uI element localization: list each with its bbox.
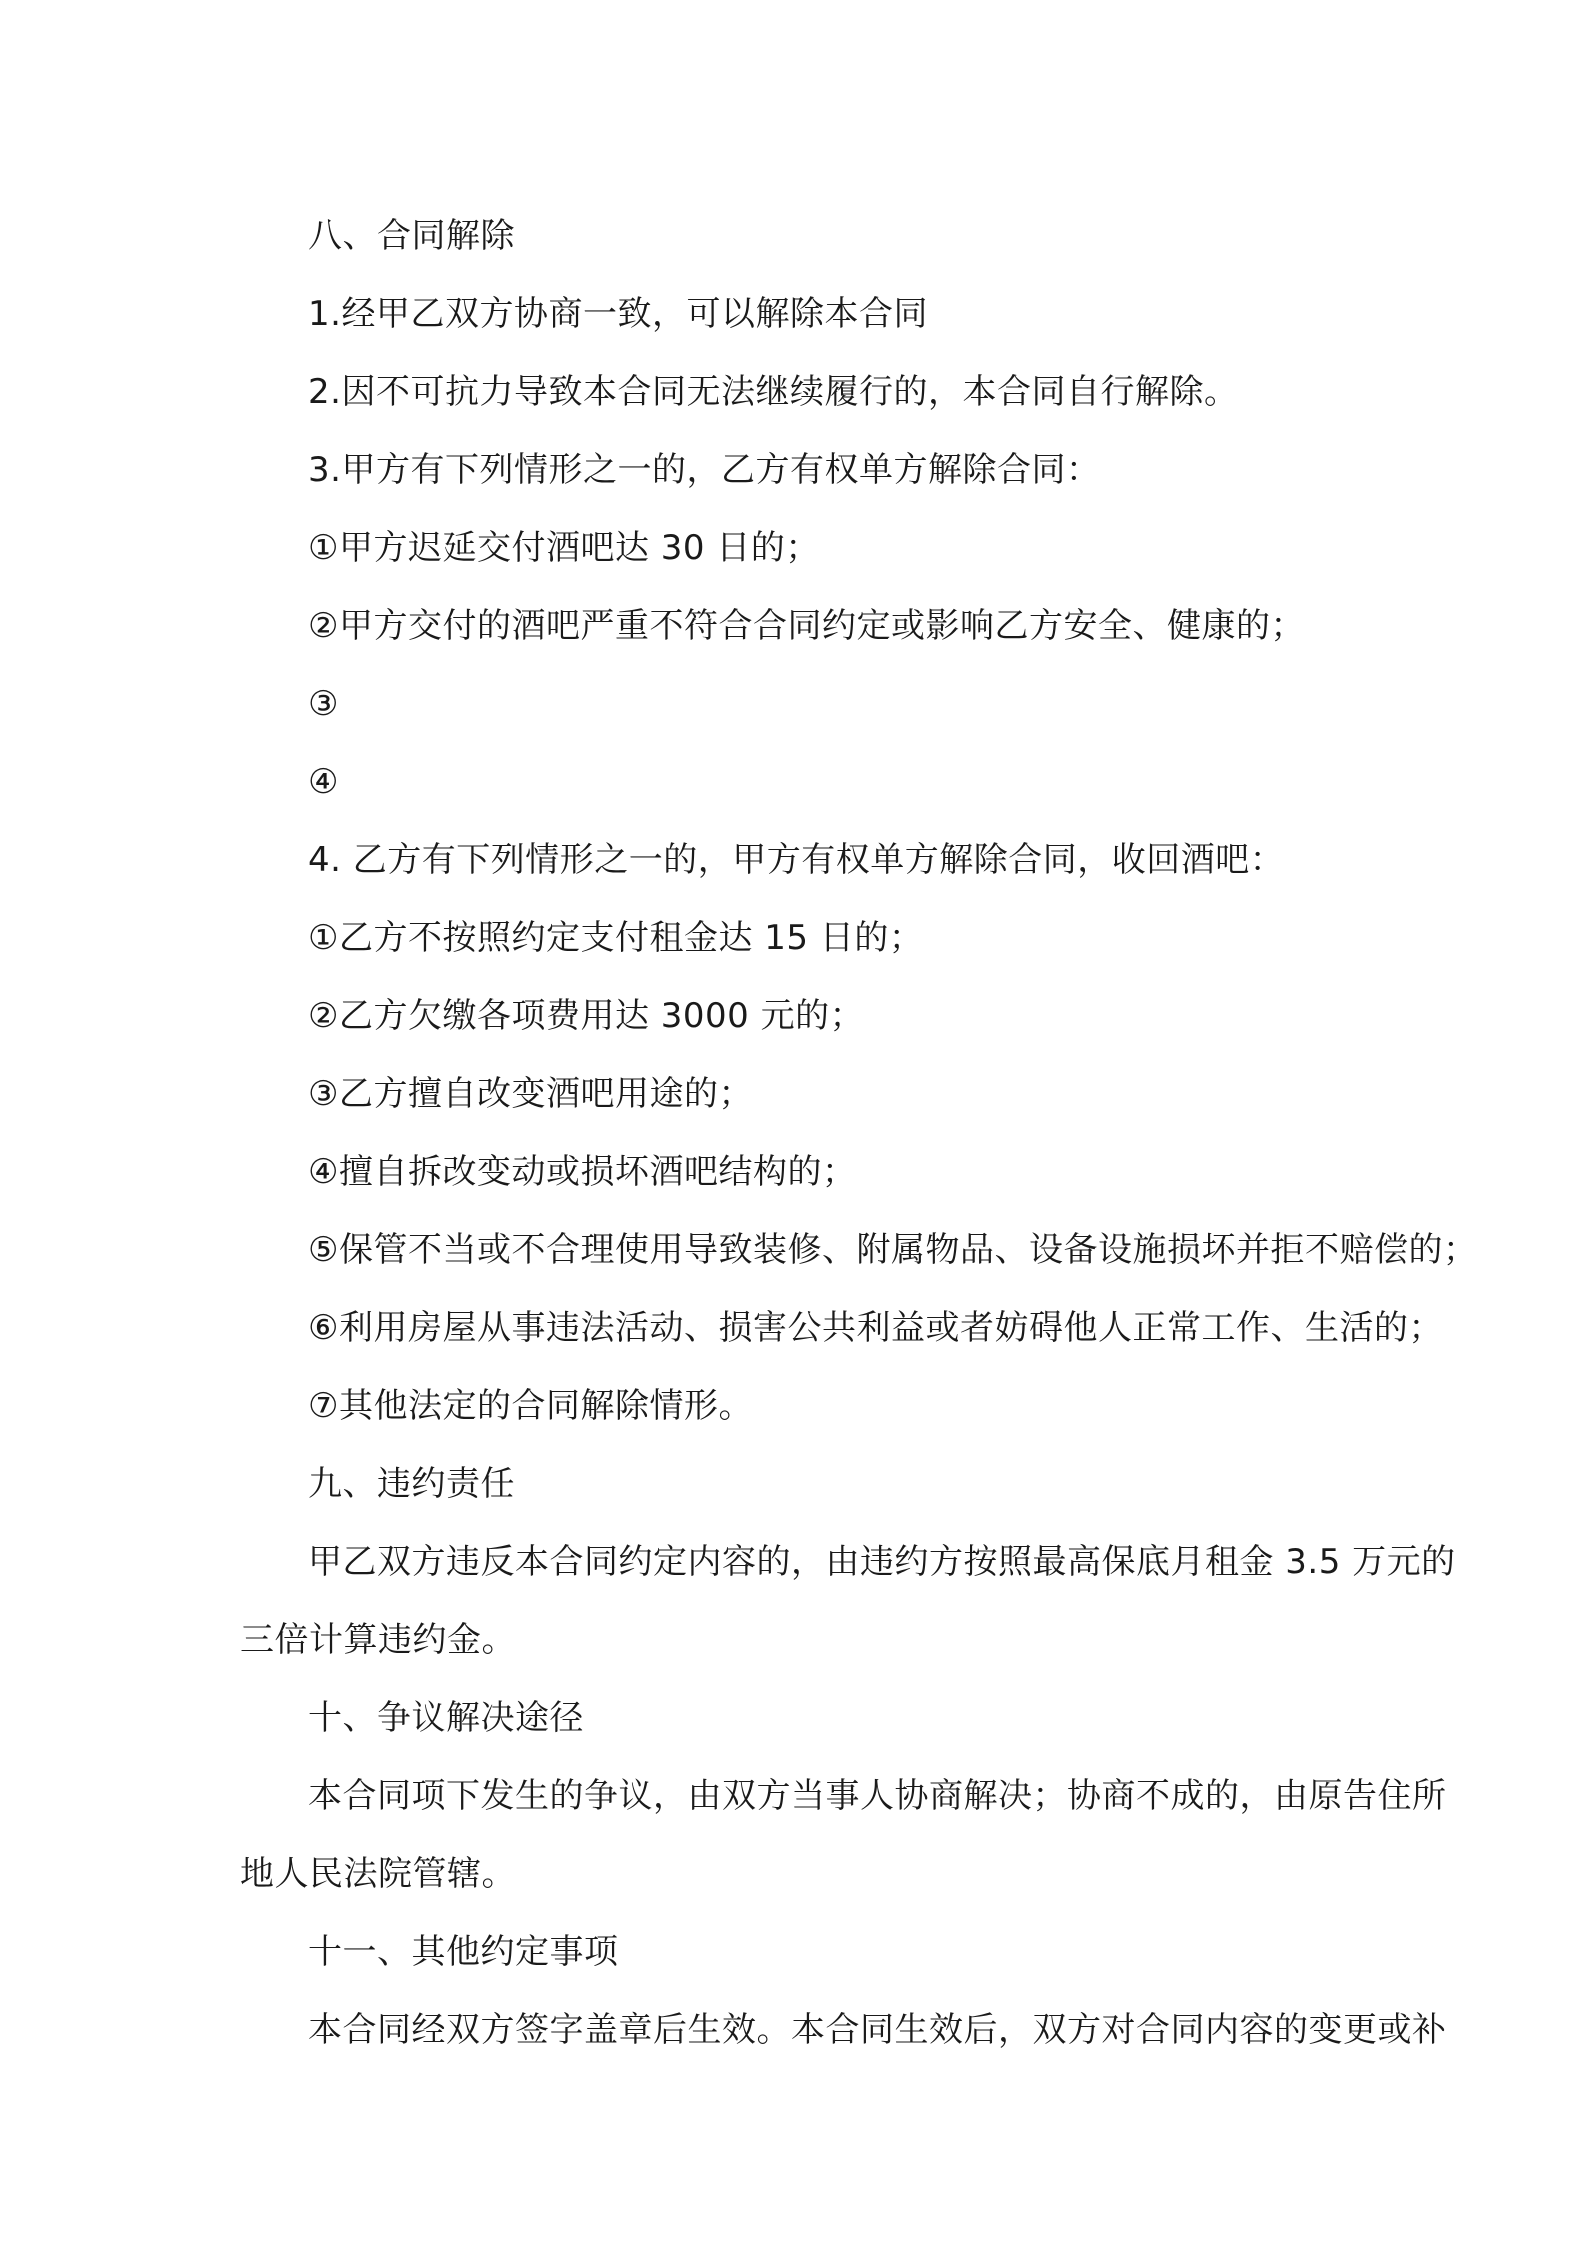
paragraph-line: 地人民法院管辖。 [240, 1854, 516, 1894]
list-item: ⑤保管不当或不合理使用导致装修、附属物品、设备设施损坏并拒不赔偿的； [308, 1230, 1478, 1270]
list-item: ④擅自拆改变动或损坏酒吧结构的； [308, 1152, 857, 1192]
list-item: ③乙方擅自改变酒吧用途的； [308, 1074, 753, 1114]
list-item: ⑥利用房屋从事违法活动、损害公共利益或者妨碍他人正常工作、生活的； [308, 1308, 1443, 1348]
section-heading-dispute: 十、争议解决途径 [308, 1698, 584, 1738]
paragraph-line: 三倍计算违约金。 [240, 1620, 516, 1660]
paragraph-line: 3.甲方有下列情形之一的，乙方有权单方解除合同： [308, 450, 1101, 490]
paragraph-line: 本合同经双方签字盖章后生效。本合同生效后，双方对合同内容的变更或补 [308, 2010, 1447, 2050]
paragraph-line: 2.因不可抗力导致本合同无法继续履行的，本合同自行解除。 [308, 372, 1239, 412]
section-heading-other: 十一、其他约定事项 [308, 1932, 619, 1972]
list-item: ①甲方迟延交付酒吧达 30 日的； [308, 528, 820, 568]
list-item: ④ [308, 762, 339, 802]
list-item: ②甲方交付的酒吧严重不符合合同约定或影响乙方安全、健康的； [308, 606, 1305, 646]
paragraph-line: 4. 乙方有下列情形之一的，甲方有权单方解除合同，收回酒吧： [308, 840, 1285, 880]
list-item: ⑦其他法定的合同解除情形。 [308, 1386, 753, 1426]
paragraph-line: 本合同项下发生的争议，由双方当事人协商解决；协商不成的，由原告住所 [308, 1776, 1447, 1816]
list-item: ③ [308, 684, 339, 724]
paragraph-line: 1.经甲乙双方协商一致，可以解除本合同 [308, 294, 928, 334]
section-heading-liability: 九、违约责任 [308, 1464, 515, 1504]
list-item: ②乙方欠缴各项费用达 3000 元的； [308, 996, 865, 1036]
section-heading-termination: 八、合同解除 [308, 216, 515, 256]
paragraph-line: 甲乙双方违反本合同约定内容的，由违约方按照最高保底月租金 3.5 万元的 [308, 1542, 1456, 1582]
list-item: ①乙方不按照约定支付租金达 15 日的； [308, 918, 924, 958]
